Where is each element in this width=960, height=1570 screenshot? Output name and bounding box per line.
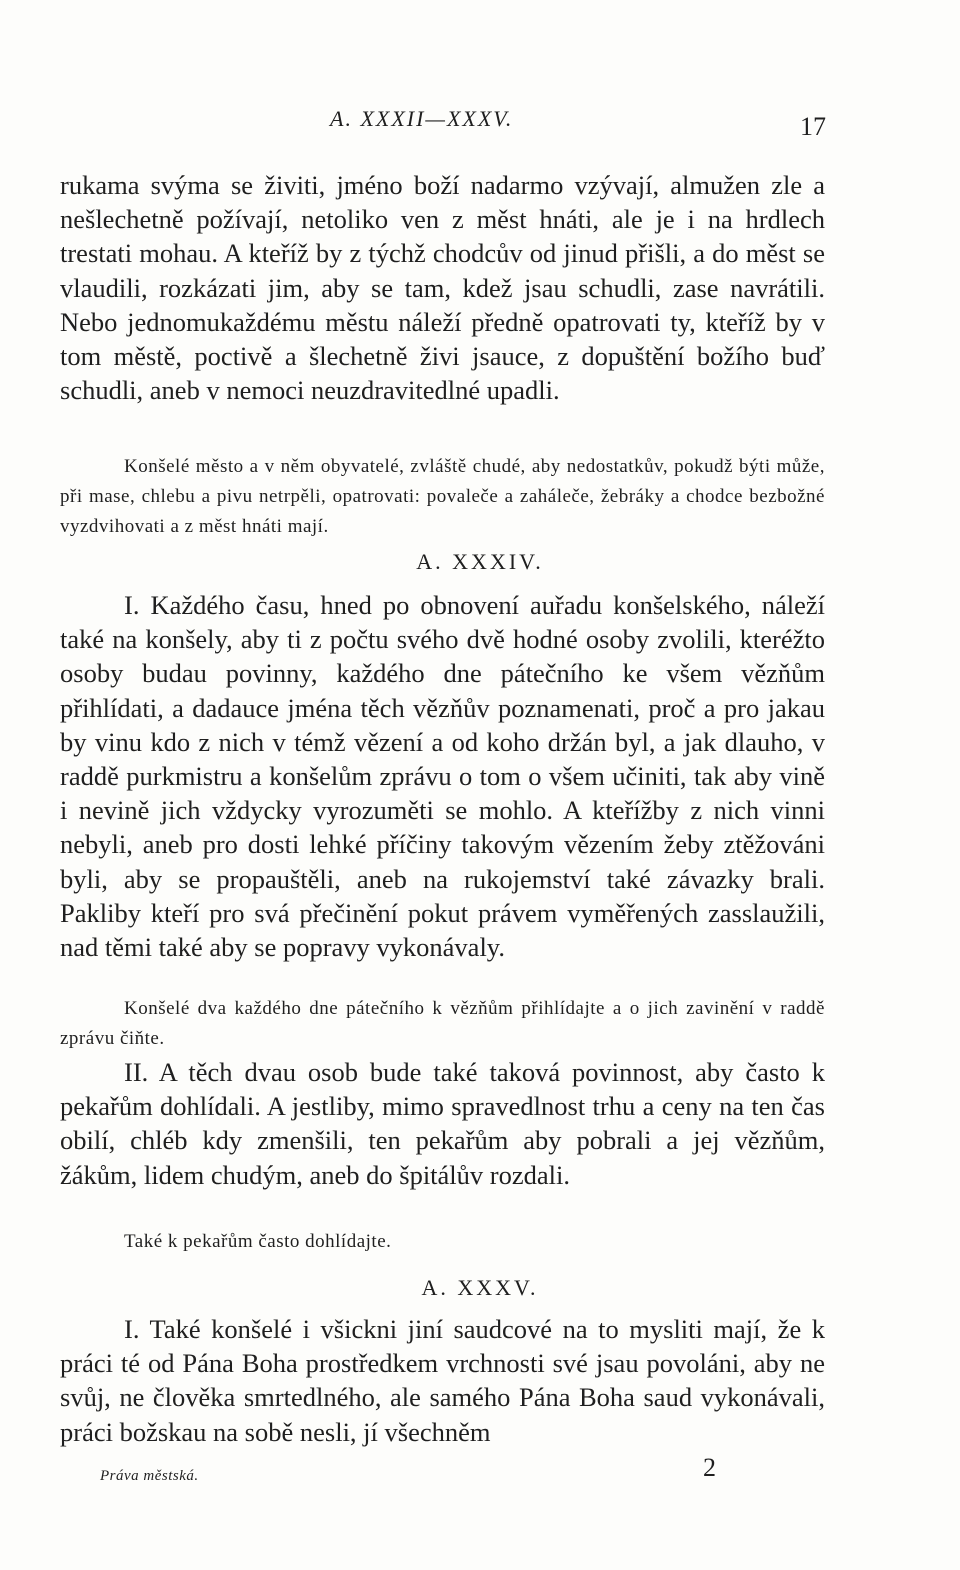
article-34-note-2: Také k pekařům často dohlídajte. bbox=[124, 1231, 392, 1252]
article-33-note: Konšelé město a v něm obyvatelé, zvláště chudé, aby nedostatkův, pokudž býti může, při mase, chlebu a pivu netrpěli, opatrovati: povaleče a zaháleče, žebráky a chodce bezbožné vyzdvihovati a z měst hnáti mají. bbox=[60, 456, 825, 537]
page-number: 17 bbox=[800, 112, 826, 141]
article-33-marginal-note bbox=[60, 452, 825, 542]
article-33-continuation bbox=[60, 168, 825, 407]
signature-mark: Práva městská. bbox=[100, 1468, 199, 1484]
article-34-note-1-block bbox=[60, 994, 825, 1054]
article-34-section-1 bbox=[60, 588, 825, 964]
article-34-paragraph-1: I. Každého času, hned po obnovení auřadu konšelského, náleží také na konšely, aby ti z počtu svého dvě hodné osoby zvolili, kteréžto osoby budau povinny, každého dne pátečního ke všem vězňům přihlídati, a dadauce jména těch vězňův poznamenati, proč a pro jakau by vinu kdo z nich v témž vězení a od koho držán byl, a jak dlauho, v raddě purkmistru a konšelům zprávu o tom o všem učiniti, tak aby vině i nevině jich vždycky vyrozuměti se mohlo. A kteřížby z nich vinni nebyli, aneb pro dosti lehké příčiny takovým vězením žeby ztěžováni byli, aby se propauštěli, aneb na rukojemství také závazky brali. Pakliby kteří pro svá přečinění pokut právem vyměřených zasslaužili, nad těmi také aby se popravy vykonávaly. bbox=[60, 590, 825, 963]
article-34-note-1: Konšelé dva každého dne pátečního k vězňům přihlídajte a o jich zavinění v raddě zprávu čiňte. bbox=[60, 998, 825, 1049]
article-35-title: A. XXXV. bbox=[421, 1275, 539, 1300]
article-35-paragraph-1: I. Také konšelé i všickni jiní saudcové na to mysliti mají, že k práci té od Pána Boha prostředkem vrchnosti své jsau povoláni, aby ne svůj, ne člověka smrtedlného, ale samého Pána Boha saud vykonávali, práci božskau na sobě nesli, jí všechněm bbox=[60, 1314, 825, 1447]
running-head: A. XXXII—XXXV. bbox=[330, 106, 514, 131]
article-34-paragraph-2: II. A těch dvau osob bude také taková povinnost, aby často k pekařům dohlídali. A jestliby, mimo spravedlnost trhu a ceny na ten čas obilí, chléb kdy zmenšili, ten pekařům aby pobrali a jej vězňům, žákům, lidem chudým, aneb do špitálův rozdali. bbox=[60, 1057, 825, 1190]
signature-number: 2 bbox=[703, 1453, 716, 1482]
article-34-section-2 bbox=[60, 1055, 825, 1192]
article-34-note-2-block bbox=[60, 1227, 825, 1257]
page-header bbox=[0, 100, 960, 140]
article-33-text: rukama svýma se živiti, jméno boží nadarmo vzývají, almužen zle a nešlechetně požívají, netoliko ven z měst hnáti, ale je i na hrdlech trestati mohau. A kteříž by z týchž chodcův od jinud přišli, a do měst se vlaudili, rozkázati jim, aby se tam, kdež jsau schudli, zase navrátili. Nebo jednomukaždému městu náleží předně opatrovati ty, kteříž by v tom městě, poctivě a šlechetně živi jsauce, z dopuštění božího buď schudli, aneb v nemoci neuzdravitedlné upadli. bbox=[60, 170, 825, 406]
article-34-title: A. XXXIV. bbox=[416, 549, 544, 574]
article-35-section-1 bbox=[60, 1312, 825, 1449]
